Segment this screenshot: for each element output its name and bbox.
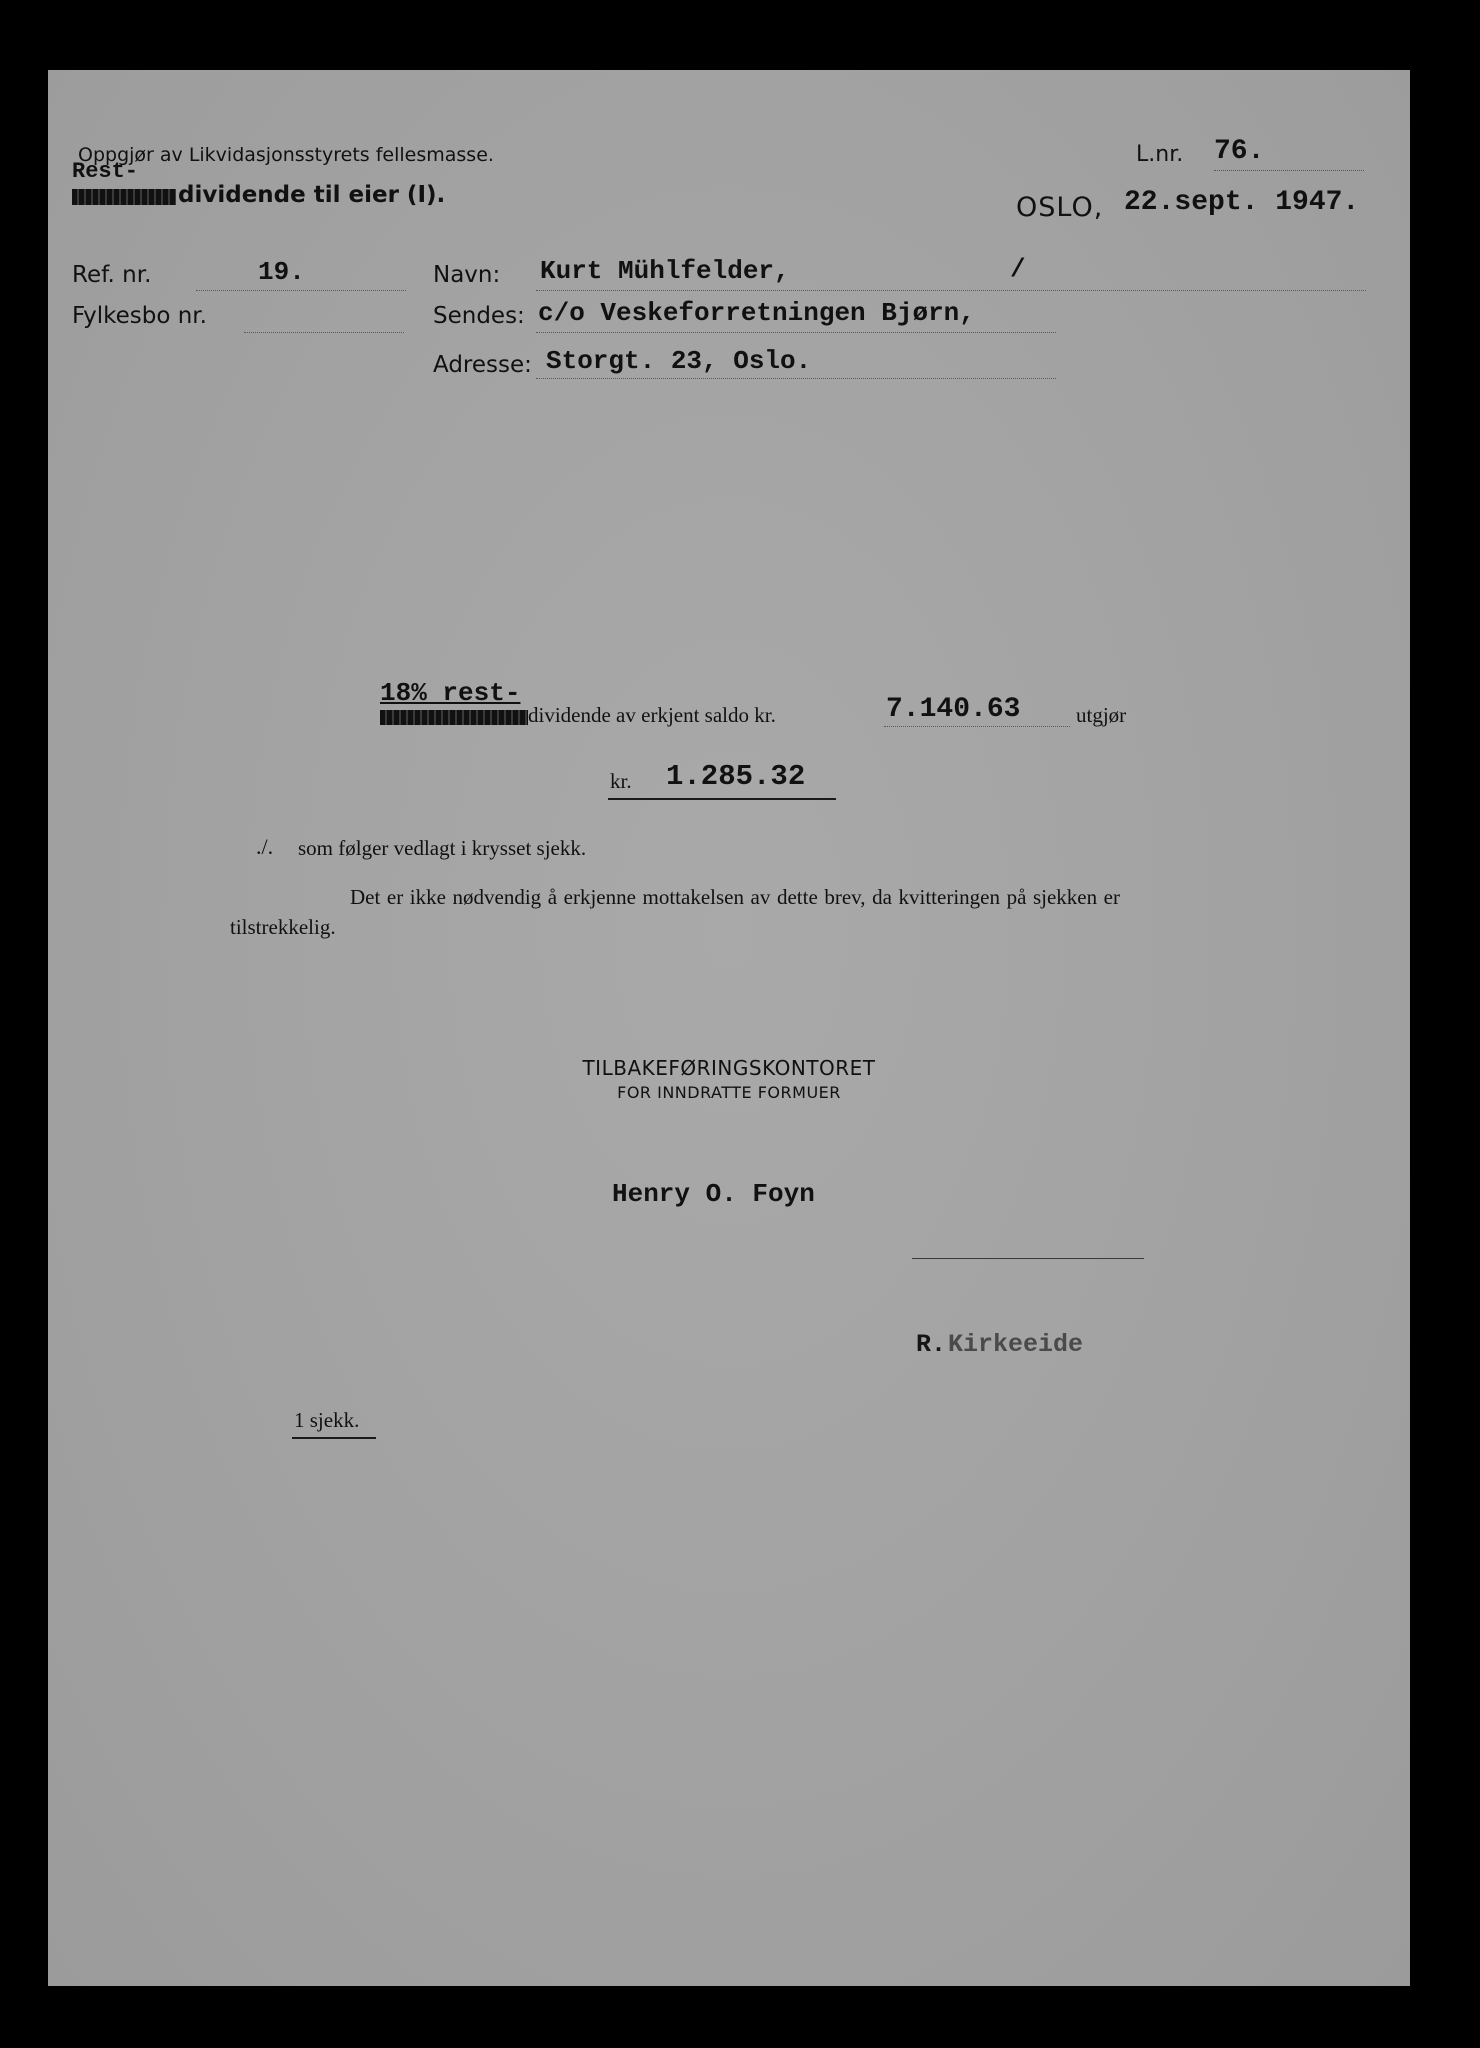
paragraph-2: Det er ikke nødvendig å erkjenne mottakelsen av dette brev, da kvitteringen på sjekken er tilstrekkelig. <box>230 885 1120 939</box>
adresse-value: Storgt. 23, Oslo. <box>546 346 812 376</box>
fylkesbo-label: Fylkesbo nr. <box>72 303 207 329</box>
place-label: OSLO, <box>1016 192 1104 223</box>
signatory-1: Henry O. Foyn <box>612 1179 815 1209</box>
amount-value: 1.285.32 <box>666 760 806 793</box>
saldo-dotted-line <box>884 726 1070 727</box>
lnr-label: L.nr. <box>1136 142 1184 167</box>
sendes-label: Sendes: <box>433 303 525 329</box>
dividend-line <box>380 703 776 728</box>
office-name: TILBAKEFØRINGSKONTORET <box>582 1056 876 1080</box>
sendes-value: c/o Veskeforretningen Bjørn, <box>538 298 975 328</box>
enclosure-mark: ./. <box>256 834 274 859</box>
lnr-dotted-line <box>1214 170 1364 171</box>
paragraph-1: som følger vedlagt i krysset sjekk. <box>298 836 587 860</box>
enclosure-underline <box>292 1437 376 1439</box>
navn-slash: / <box>1010 254 1026 284</box>
header-subtitle-text: dividende til eier (I). <box>178 182 446 208</box>
navn-dotted-line <box>536 290 1366 291</box>
ref-value: 19. <box>258 257 305 287</box>
utgjor-text: utgjør <box>1076 703 1127 727</box>
navn-label: Navn: <box>433 262 501 288</box>
amount-underline <box>608 798 836 800</box>
header-subtitle <box>72 182 445 208</box>
sendes-dotted-line <box>536 332 1056 333</box>
percent-overwrite: 18% rest- <box>380 678 521 708</box>
office-subname: FOR INNDRATTE FORMUER <box>617 1083 841 1102</box>
saldo-value: 7.140.63 <box>886 694 1021 725</box>
enclosure-note: 1 sjekk. <box>294 1408 360 1432</box>
document-page <box>48 70 1410 1986</box>
header-overwrite: Rest- <box>72 159 139 184</box>
struck-out-word <box>380 710 528 725</box>
signatory-2-initial: R. <box>916 1330 947 1359</box>
signature-line <box>912 1258 1144 1259</box>
signatory-2-name: Kirkeeide <box>948 1330 1084 1359</box>
fylkesbo-dotted-line <box>244 332 404 333</box>
adresse-dotted-line <box>536 378 1056 379</box>
date-value: 22.sept. 1947. <box>1124 187 1360 218</box>
adresse-label: Adresse: <box>433 352 532 378</box>
ref-dotted-line <box>196 290 406 291</box>
navn-value: Kurt Mühlfelder, <box>540 256 790 286</box>
struck-out-word <box>72 189 176 205</box>
dividend-text: dividende av erkjent saldo kr. <box>528 703 776 727</box>
ref-label: Ref. nr. <box>72 262 152 288</box>
lnr-value: 76. <box>1214 136 1265 167</box>
header-title: Oppgjør av Likvidasjonsstyrets fellesmasse. <box>78 144 494 166</box>
amount-currency-label: kr. <box>610 769 632 793</box>
